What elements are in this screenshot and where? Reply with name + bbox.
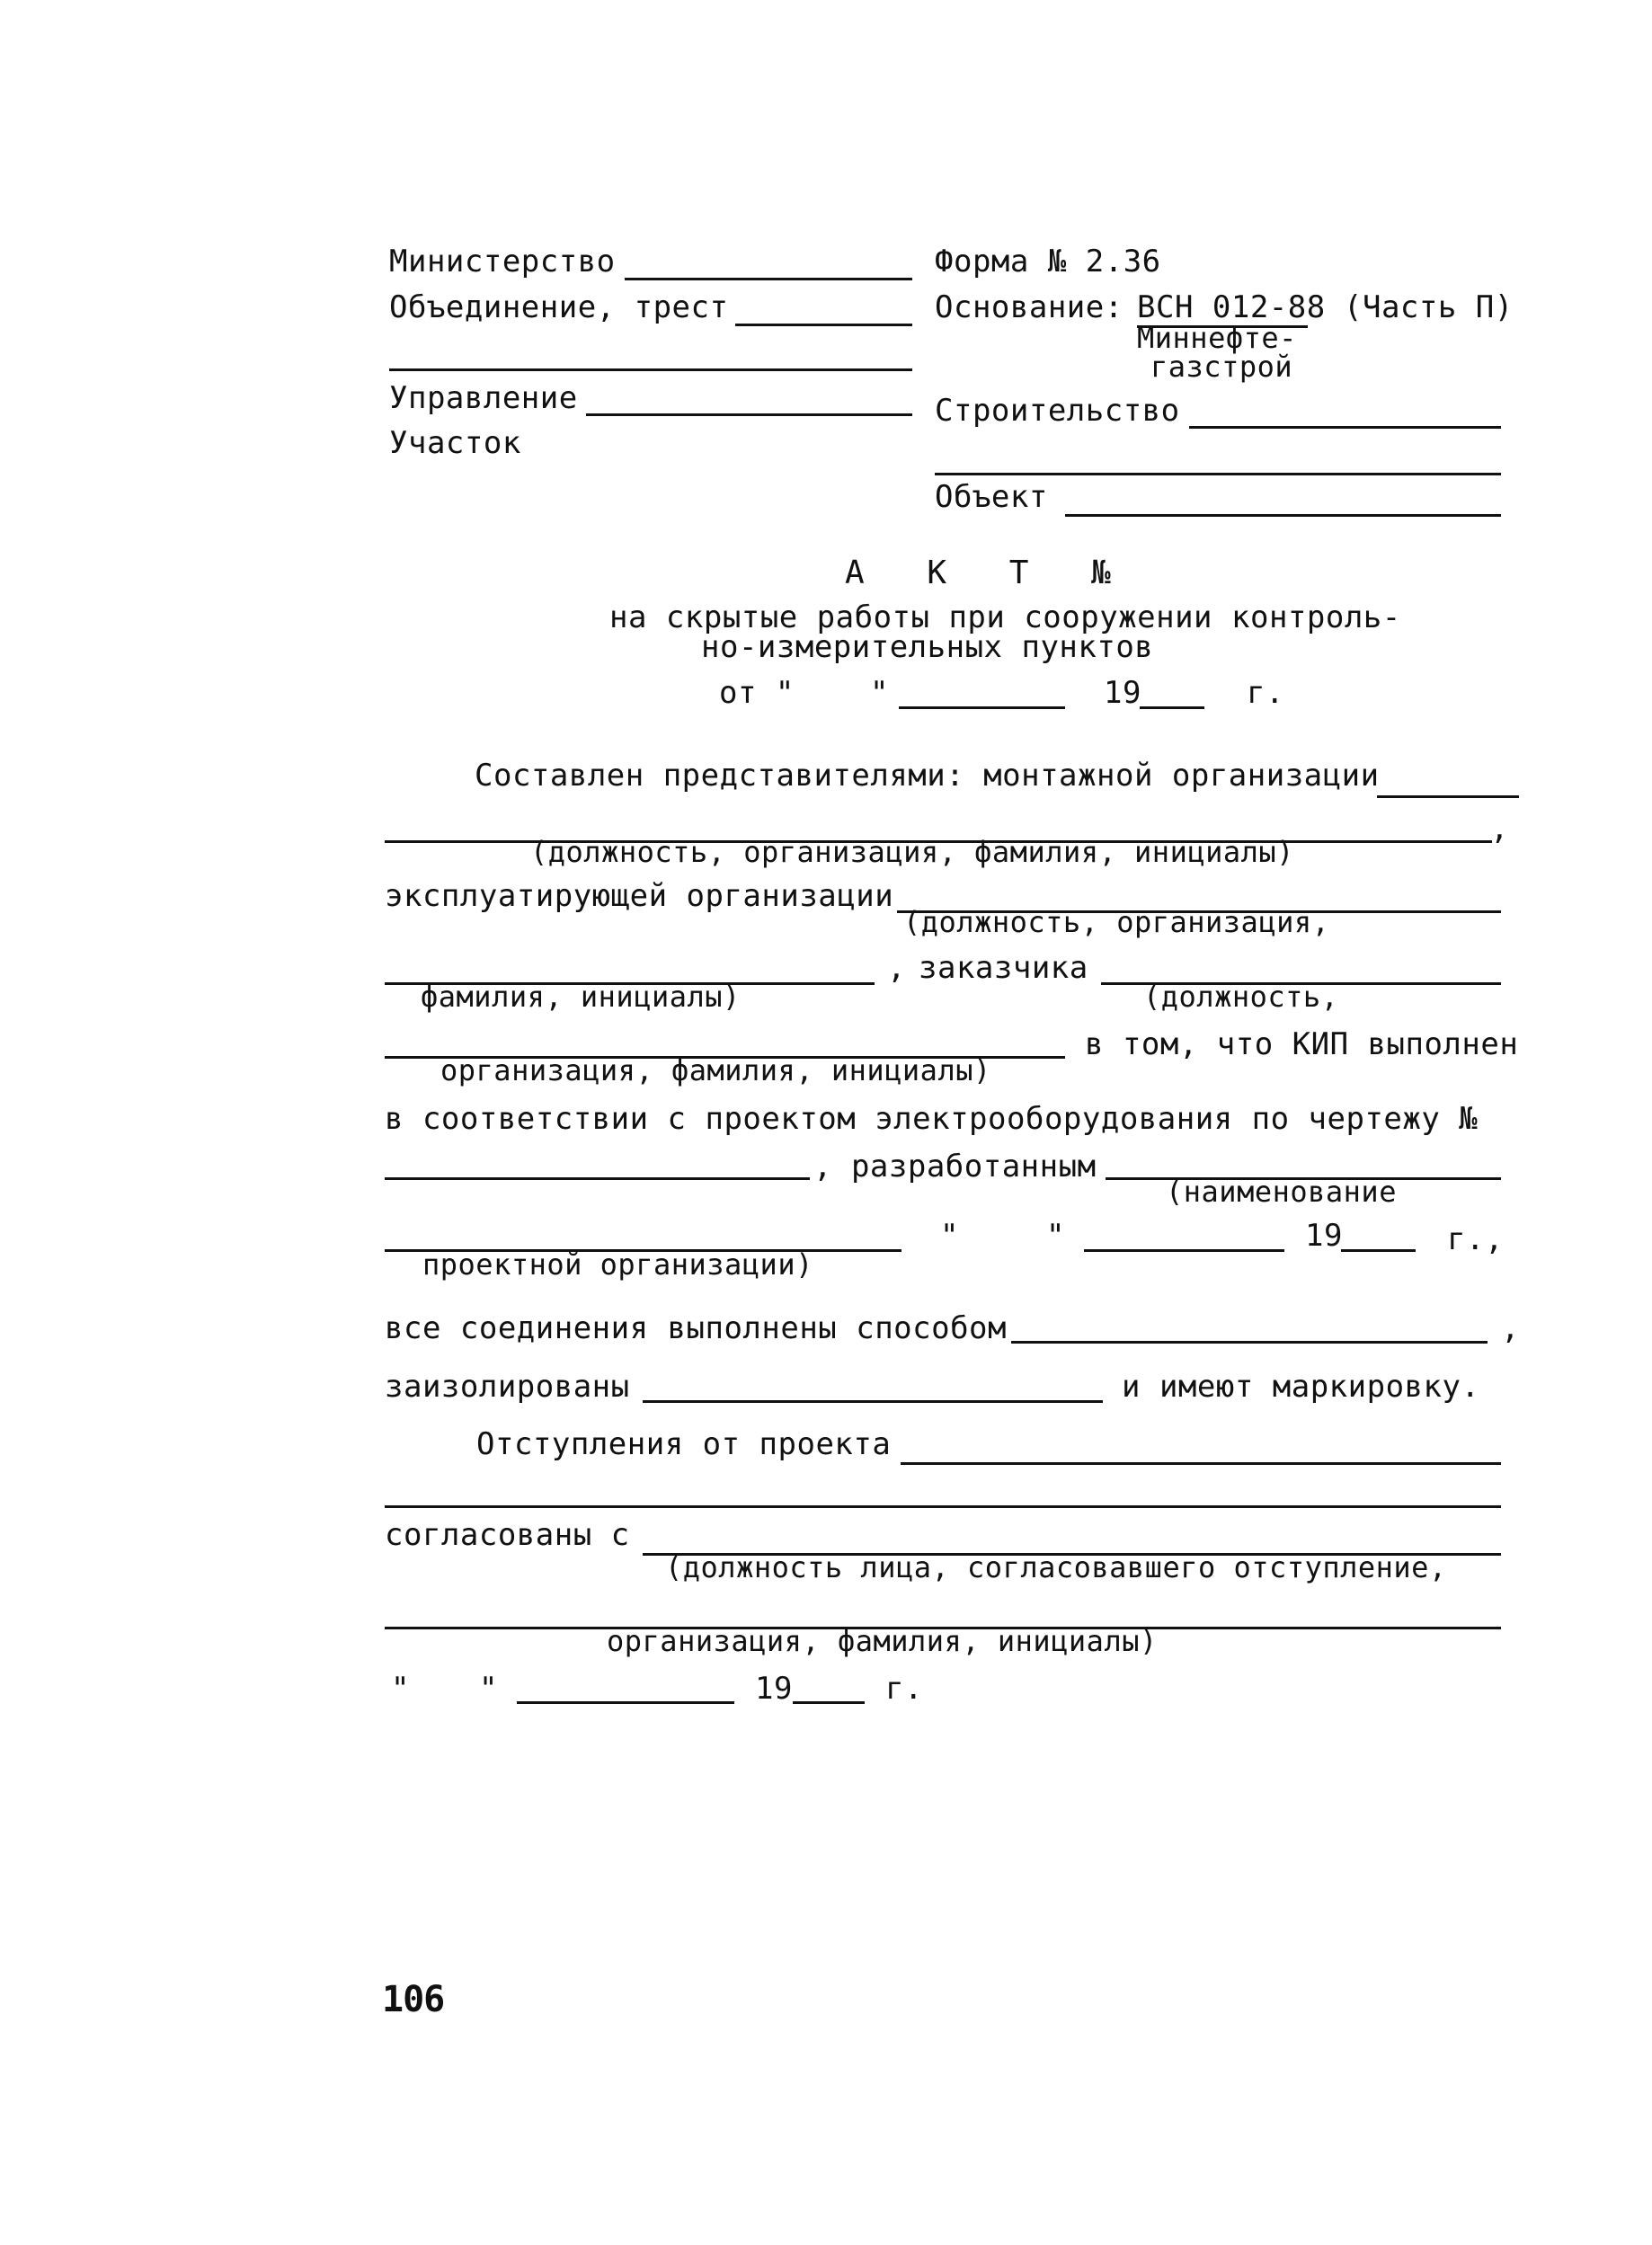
date-quote-open: ": [940, 1218, 959, 1254]
design-org-caption-2: проектной организации): [422, 1247, 813, 1282]
composed-by-text: Составлен представителями: монтажной организации: [475, 758, 1380, 794]
act-date-suffix: г.: [1247, 675, 1284, 711]
construction-field-line-2[interactable]: [935, 473, 1501, 475]
section-label: Участок: [389, 425, 521, 461]
customer-caption-1: (должность,: [1143, 980, 1339, 1014]
marking-text: и имеют маркировку.: [1122, 1369, 1480, 1405]
agreed-caption-1: (должность лица, согласовавшего отступление,: [665, 1550, 1447, 1584]
agreed-caption-2: организация, фамилия, инициалы): [607, 1624, 1158, 1658]
comma: ,: [887, 950, 906, 986]
object-label: Объект: [935, 479, 1048, 515]
date-quote-close: ": [1046, 1218, 1065, 1254]
association-field[interactable]: [735, 324, 912, 326]
act-date-field[interactable]: [899, 706, 1065, 709]
ministry-label: Министерство: [389, 244, 616, 280]
association-field-line-2[interactable]: [389, 368, 912, 371]
basis-part: (Часть П): [1344, 289, 1514, 325]
comma: ,: [1490, 811, 1509, 847]
operating-org-caption-1: (должность, организация,: [903, 905, 1330, 939]
design-year-field[interactable]: [1341, 1249, 1416, 1252]
final-year-prefix: 19: [755, 1671, 793, 1707]
final-year-field[interactable]: [793, 1701, 865, 1704]
administration-label: Управление: [389, 380, 578, 416]
ministry-name-line-2: газстрой: [1150, 350, 1293, 384]
design-year-suffix: г.,: [1447, 1221, 1504, 1257]
comma: ,: [1501, 1310, 1520, 1346]
agreed-with-label: согласованы с: [385, 1517, 630, 1553]
final-quote-close: ": [479, 1671, 498, 1707]
act-date-quote: ": [870, 675, 889, 711]
deviations-label: Отступления от проекта: [476, 1426, 892, 1462]
drawing-number-field[interactable]: [385, 1177, 810, 1180]
form-number: Форма № 2.36: [935, 244, 1161, 280]
customer-label: заказчика: [919, 950, 1088, 986]
act-date-year: 19: [1104, 675, 1141, 711]
basis-document: ВСН 012-88: [1137, 289, 1326, 325]
act-subject-line-2: но-измерительных пунктов: [701, 629, 1154, 665]
insulation-field[interactable]: [643, 1400, 1103, 1403]
design-org-caption-1: (наименование: [1166, 1175, 1397, 1209]
operating-org-caption-2: фамилия, инициалы): [421, 980, 741, 1014]
insulated-text: заизолированы: [385, 1369, 630, 1405]
construction-label: Строительство: [935, 393, 1180, 429]
installer-caption: (должность, организация, фамилия, инициалы): [530, 835, 1294, 869]
construction-field[interactable]: [1189, 426, 1501, 429]
act-date-prefix: от ": [719, 675, 795, 711]
act-title: А К Т №: [845, 555, 1132, 591]
design-year-prefix: 19: [1305, 1218, 1343, 1254]
association-label: Объединение, трест: [389, 289, 729, 325]
connection-method-field[interactable]: [1011, 1341, 1488, 1344]
basis-prefix: Основание:: [935, 289, 1124, 325]
design-date-field[interactable]: [1084, 1249, 1284, 1252]
final-quote-open: ": [391, 1671, 410, 1707]
final-year-suffix: г.: [885, 1671, 923, 1707]
operating-org-label: эксплуатирующей организации: [385, 878, 894, 914]
connections-text: все соединения выполнены способом: [385, 1310, 1008, 1346]
act-year-field[interactable]: [1140, 706, 1204, 709]
developed-by-text: , разработанным: [813, 1149, 1097, 1185]
deviations-field-line-2[interactable]: [385, 1505, 1501, 1508]
ministry-name-line-1: Миннефте-: [1137, 321, 1297, 355]
kip-done-text: в том, что КИП выполнен: [1085, 1026, 1519, 1062]
final-date-field[interactable]: [517, 1701, 734, 1704]
customer-caption-2: организация, фамилия, инициалы): [440, 1053, 991, 1087]
object-field[interactable]: [1065, 514, 1501, 517]
per-project-text: в соответствии с проектом электрооборудования по чертежу №: [385, 1101, 1479, 1137]
page-number: 106: [382, 1979, 445, 2020]
administration-field[interactable]: [586, 413, 912, 416]
act-subject-line-1: на скрытые работы при сооружении контроль-: [609, 599, 1401, 635]
installer-field[interactable]: [1377, 795, 1519, 798]
ministry-field[interactable]: [625, 278, 912, 280]
deviations-field[interactable]: [901, 1462, 1501, 1465]
